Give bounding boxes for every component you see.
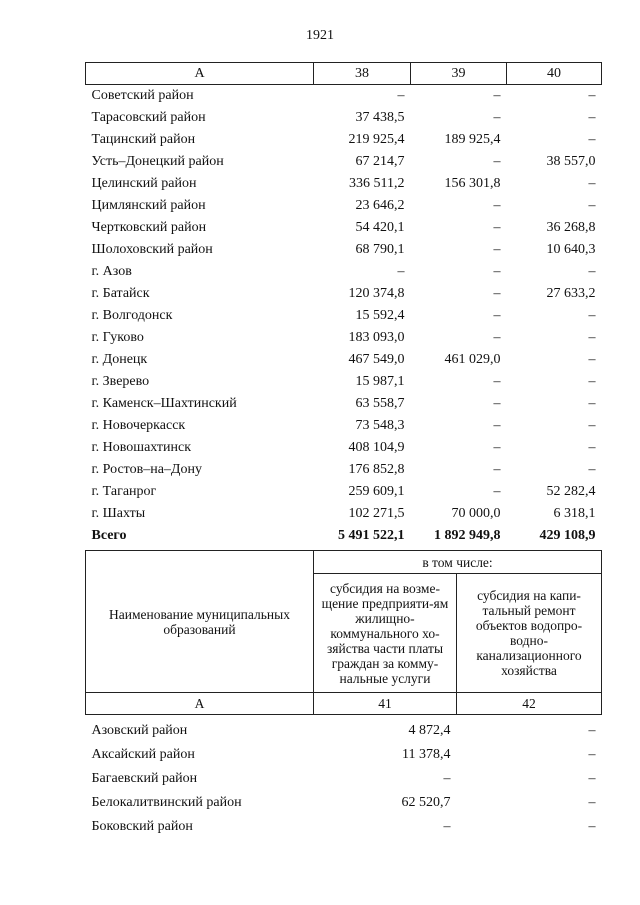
value-col-40: – <box>588 264 596 279</box>
total-row <box>86 525 602 547</box>
subsidy-table-cols-38-40 <box>85 62 602 547</box>
value-col-39: 70 000,0 <box>451 506 501 521</box>
value-col-40: – <box>588 462 596 477</box>
municipality-name: Тарасовский район <box>91 110 206 125</box>
value-col-39: – <box>493 462 501 477</box>
table-row <box>86 437 602 459</box>
table-row <box>86 85 602 108</box>
value-col-38: 467 549,0 <box>348 352 405 367</box>
municipality-name: Азовский район <box>91 723 188 738</box>
value-col-40: – <box>588 308 596 323</box>
municipality-name: г. Шахты <box>91 506 146 521</box>
table-row <box>86 503 602 525</box>
value-col-40: 36 268,8 <box>546 220 596 235</box>
value-col-38: 183 093,0 <box>348 330 405 345</box>
table-row <box>86 195 602 217</box>
value-col-41: – <box>443 771 451 786</box>
value-col-38: 176 852,8 <box>348 462 405 477</box>
value-col-38: 67 214,7 <box>355 154 405 169</box>
value-col-39: 156 301,8 <box>444 176 501 191</box>
value-col-40: 52 282,4 <box>546 484 596 499</box>
value-col-38: – <box>397 88 405 103</box>
subsidy-table-cols-41-42 <box>85 550 602 839</box>
value-col-38: 219 925,4 <box>348 132 405 147</box>
col41-header: субсидия на возме-щение предприяти-ям жилищно-коммунального хо-зяйства части платы граждан за комму-нальные услуги <box>314 574 457 693</box>
value-col-40: – <box>588 132 596 147</box>
value-col-38: 102 271,5 <box>348 506 405 521</box>
municipality-name: г. Зверево <box>91 374 150 389</box>
value-col-40: 38 557,0 <box>546 154 596 169</box>
table-row <box>86 173 602 195</box>
value-col-38: 68 790,1 <box>355 242 405 257</box>
value-col-39: – <box>493 330 501 345</box>
value-col-39: 461 029,0 <box>444 352 501 367</box>
municipality-name: Цимлянский район <box>91 198 206 213</box>
table-row <box>86 239 602 261</box>
table-row <box>86 743 602 767</box>
col42-header: субсидия на капи-тальный ремонт объектов водопро-водно-канализационного хозяйства <box>457 574 602 693</box>
municipality-name: г. Новочеркасск <box>91 418 186 433</box>
page-number: 1921 <box>306 28 334 43</box>
municipality-name: Чертковский район <box>91 220 207 235</box>
municipality-name: г. Таганрог <box>91 484 157 499</box>
table1-header-row <box>86 63 602 85</box>
municipality-name: г. Новошахтинск <box>91 440 192 455</box>
value-col-40: – <box>588 396 596 411</box>
value-col-39: – <box>493 484 501 499</box>
value-col-42: – <box>588 819 596 834</box>
table-row <box>86 129 602 151</box>
header-col-39: 39 <box>411 63 507 85</box>
value-col-38: 259 609,1 <box>348 484 405 499</box>
municipality-name: Белокалитвинский район <box>91 795 242 810</box>
value-col-38: 15 987,1 <box>355 374 405 389</box>
value-col-39: – <box>493 374 501 389</box>
table-row <box>86 151 602 173</box>
value-col-41: 11 378,4 <box>402 747 451 762</box>
value-col-39: – <box>493 198 501 213</box>
table-row <box>86 327 602 349</box>
value-col-38: 408 104,9 <box>348 440 405 455</box>
table-row <box>86 767 602 791</box>
value-col-40: – <box>588 198 596 213</box>
municipality-name: г. Волгодонск <box>91 308 173 323</box>
value-col-39: – <box>493 308 501 323</box>
value-col-40: – <box>588 374 596 389</box>
total-col-40: 429 108,9 <box>539 528 596 543</box>
value-col-39: – <box>493 264 501 279</box>
value-col-40: – <box>588 418 596 433</box>
value-col-40: – <box>588 110 596 125</box>
including-header: в том числе: <box>314 551 602 574</box>
value-col-39: – <box>493 440 501 455</box>
total-col-38: 5 491 522,1 <box>338 528 405 543</box>
municipality-name: г. Азов <box>91 264 132 279</box>
table-row <box>86 371 602 393</box>
value-col-40: 6 318,1 <box>553 506 596 521</box>
value-col-40: 27 633,2 <box>546 286 596 301</box>
value-col-39: – <box>493 396 501 411</box>
municipality-name: Боковский район <box>91 819 193 834</box>
municipality-name: Советский район <box>91 88 194 103</box>
municipality-name: г. Гуково <box>91 330 144 345</box>
municipality-name: г. Донецк <box>91 352 148 367</box>
table-row <box>86 283 602 305</box>
value-col-39: – <box>493 242 501 257</box>
municipality-name: Шолоховский район <box>91 242 213 257</box>
municipality-name: Тацинский район <box>91 132 196 147</box>
value-col-42: – <box>588 771 596 786</box>
value-col-38: 37 438,5 <box>355 110 405 125</box>
value-col-38: 63 558,7 <box>355 396 405 411</box>
value-col-41: – <box>443 819 451 834</box>
value-col-39: 189 925,4 <box>444 132 501 147</box>
header-col-40: 40 <box>507 63 602 85</box>
table-row <box>86 791 602 815</box>
table-row <box>86 393 602 415</box>
table-row <box>86 815 602 839</box>
total-label: Всего <box>91 528 127 543</box>
value-col-41: 62 520,7 <box>401 795 451 810</box>
value-col-39: – <box>493 220 501 235</box>
municipality-name: Аксайский район <box>91 747 195 762</box>
municipality-name: Багаевский район <box>91 771 198 786</box>
value-col-38: 15 592,4 <box>355 308 405 323</box>
value-col-40: – <box>588 330 596 345</box>
value-col-38: 73 548,3 <box>355 418 405 433</box>
municipality-name: г. Батайск <box>91 286 150 301</box>
value-col-39: – <box>493 110 501 125</box>
header-col-38: 38 <box>314 63 411 85</box>
value-col-39: – <box>493 154 501 169</box>
value-col-38: 120 374,8 <box>348 286 405 301</box>
value-col-40: – <box>588 176 596 191</box>
value-col-40: – <box>588 88 596 103</box>
table-row <box>86 349 602 371</box>
value-col-42: – <box>588 795 596 810</box>
value-col-39: – <box>493 418 501 433</box>
total-col-39: 1 892 949,8 <box>434 528 501 543</box>
table-row <box>86 715 602 744</box>
value-col-38: – <box>397 264 405 279</box>
table-row <box>86 107 602 129</box>
municipality-name: г. Ростов–на–Дону <box>91 462 202 477</box>
value-col-41: 4 872,4 <box>408 723 451 738</box>
header-col-42: 42 <box>457 693 602 715</box>
value-col-40: 10 640,3 <box>546 242 596 257</box>
value-col-38: 336 511,2 <box>349 176 405 191</box>
header-col-a: А <box>86 63 314 85</box>
table-row <box>86 481 602 503</box>
value-col-38: 23 646,2 <box>355 198 405 213</box>
value-col-40: – <box>588 352 596 367</box>
municipality-name: Усть–Донецкий район <box>91 154 224 169</box>
value-col-39: – <box>493 88 501 103</box>
table-row <box>86 217 602 239</box>
value-col-42: – <box>588 747 596 762</box>
header-col-a: А <box>86 693 314 715</box>
table-row <box>86 261 602 283</box>
municipality-name: г. Каменск–Шахтинский <box>91 396 237 411</box>
value-col-42: – <box>588 723 596 738</box>
municipality-name: Целинский район <box>91 176 197 191</box>
header-col-41: 41 <box>314 693 457 715</box>
table-row <box>86 305 602 327</box>
table-row <box>86 459 602 481</box>
table-row <box>86 415 602 437</box>
municipality-name-header: Наименование муниципальных образований <box>86 551 314 693</box>
value-col-39: – <box>493 286 501 301</box>
value-col-40: – <box>588 440 596 455</box>
value-col-38: 54 420,1 <box>355 220 405 235</box>
